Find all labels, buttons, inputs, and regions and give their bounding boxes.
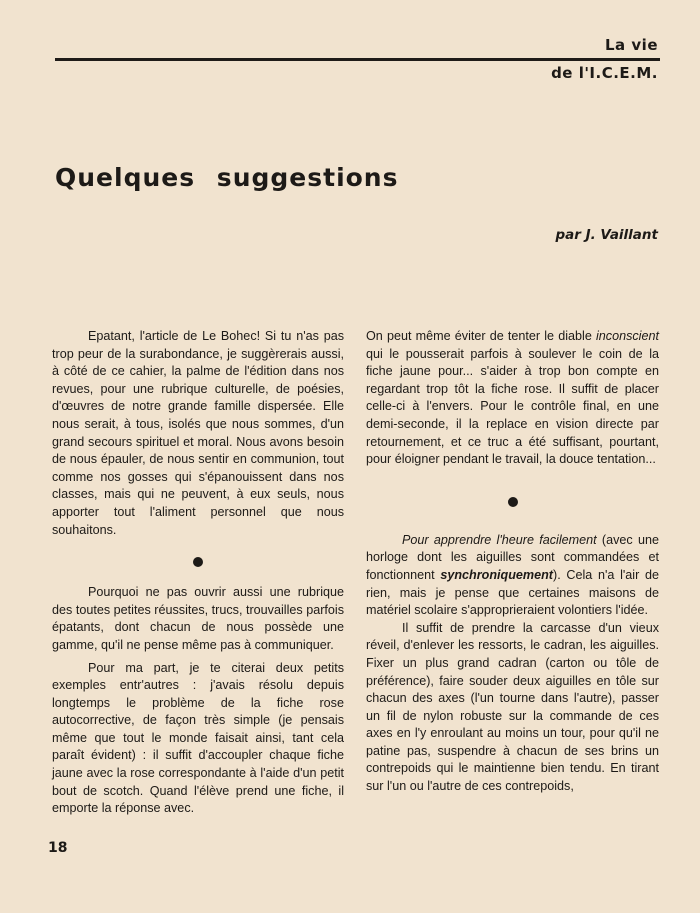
- paragraph: Epatant, l'article de Le Bohec! Si tu n'as pas trop peur de la surabondance, je suggèrerais aussi, à côté de ce cahier, la palme de l'édition dans nos revues, pour une rubrique culturelle, de poésies, d'œuvres de notre grande famille dispersée. Elle nous serait, à tous, isolés que nous sommes, d'un grand secours spirituel et moral. Nous avons besoin de nous épauler, de nous sentir en communion, tout comme nos gosses qui s'épanouissent dans nos classes, mais qui ne peuvent, à eux seuls, nous apporter tout l'aliment personnel que nous souhaitons.: [52, 329, 344, 537]
- left-column: [52, 328, 344, 818]
- paragraph: Pour ma part, je te citerai deux petits exemples entr'autres : j'avais résolu depuis longtemps le problème de la fiche rose autocorrective, de façon très simple (je pensais même que tout le monde faisait ainsi, tant cela paraît évident) : il suffit d'accoupler chaque fiche jaune avec la rose correspondante à l'aide d'un petit bout de scotch. Quand l'élève prend une fiche, il emporte la réponse avec.: [52, 660, 344, 816]
- separator-bullet: [508, 497, 518, 507]
- paragraph: Il suffit de prendre la carcasse d'un vieux réveil, d'enlever les ressorts, le cadran, les aiguilles. Fixer un plus grand cadran (carton ou tôle de préférence), faire souder deux aiguilles en tôle sur chacun des axes (l'un tourne dans l'autre), passer un fil de nylon robuste sur la commande de ces axes en l'y enroulant au moins un tour, pour qu'il ne patine pas, suspendre à chacun de ses brins un contrepoids qui le maintienne bien tendu. En tirant sur l'un ou l'autre de ces contrepoids,: [366, 620, 659, 794]
- paragraph: [366, 328, 659, 469]
- article-byline: par J. Vaillant: [555, 227, 658, 243]
- text-run: ). Cela n'a l'air de rien, mais je pense que certaines maisons de matériel scolaire s'approprieraient volontiers l'idée.: [366, 567, 659, 618]
- section-label: La vie: [605, 36, 658, 54]
- paragraph: [366, 532, 659, 620]
- emphasis: Pour apprendre l'heure facilement: [402, 532, 597, 547]
- header-rule: [55, 58, 660, 61]
- text-run: On peut même éviter de tenter le diable: [366, 329, 596, 343]
- emphasis: inconscient: [595, 329, 659, 343]
- right-column: [366, 328, 659, 796]
- text-run: (avec une horloge dont les aiguilles sont commandées et fonctionnent: [366, 532, 659, 582]
- section-label-org: de l'I.C.E.M.: [551, 64, 658, 82]
- page-number: 18: [48, 840, 68, 856]
- paragraph: Pourquoi ne pas ouvrir aussi une rubrique des toutes petites réussites, trucs, trouvailles parfois épatants, dont chacun de nous possède une gamme, qu'il ne pense même pas à communiquer.: [52, 585, 344, 652]
- emphasis-bold: synchroniquement: [440, 567, 553, 582]
- text-run: qui le pousserait parfois à soulever le coin de la fiche jaune pour... s'aider à trop bon compte en regardant trop tôt la fiche rose. Il suffit de placer celle-ci à l'envers. Pour le contrôle final, en une demi-seconde, il la replace en vision directe par retournement, et ce truc a été suffisant, pourtant, pour éloigner pendant le travail, la douce tentation...: [366, 346, 659, 467]
- separator-bullet: [193, 557, 203, 567]
- article-title: Quelques suggestions: [55, 163, 399, 192]
